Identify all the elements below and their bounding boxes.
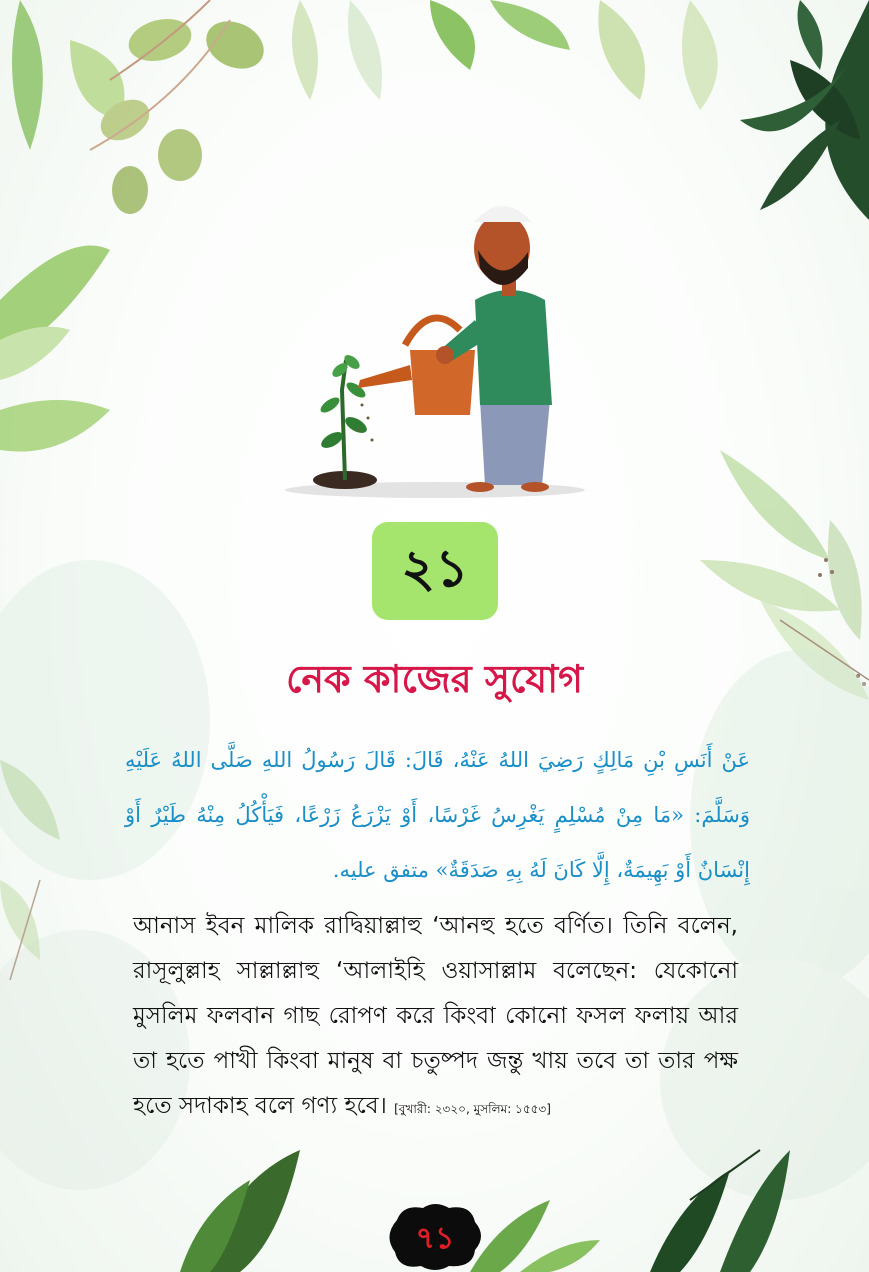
bengali-translation xyxy=(133,904,738,1132)
hadith-number-badge xyxy=(372,522,498,620)
bengali-translation-body: আনাস ইবন মালিক রাদ্বিয়াল্লাহু ‘আনহু হতে বর্ণিত। তিনি বলেন, রাসূলুল্লাহ সাল্লাল্লাহু ‘আলাইহি ওয়াসাল্লাম বলেছেন: যেকোনো মুসলিম ফলবান গাছ রোপণ করে কিংবা কোনো ফসল ফলায় আর তা হতে পাখী কিংবা মানুষ বা চতুষ্পদ জন্তু খায় তবে তা তার পক্ষ হতে সদাকাহ বলে গণ্য হবে। xyxy=(133,913,738,1119)
man-watering-plant-illustration xyxy=(280,190,590,500)
arabic-hadith-text: عَنْ أَنَسِ بْنِ مَالِكٍ رَضِيَ اللهُ عَنْهُ، قَالَ: قَالَ رَسُولُ اللهِ صَلَّى اللهُ عَلَيْهِ وَسَلَّمَ: «مَا مِنْ مُسْلِمٍ يَغْرِسُ غَرْسًا، أَوْ يَزْرَعُ زَرْعًا، فَيَأْكُلُ مِنْهُ طَيْرٌ أَوْ إِنْسَانٌ أَوْ بَهِيمَةٌ، إِلَّا كَانَ لَهُ بِهِ صَدَقَةٌ» متفق عليه. xyxy=(125,748,750,882)
page-number: ৭১ xyxy=(415,1221,455,1256)
hadith-number: ২১ xyxy=(401,538,469,599)
page-number-badge xyxy=(383,1200,487,1272)
hadith-reference: [বুখারী: ২৩২০, মুসলিম: ১৫৫৩] xyxy=(394,1102,551,1116)
chapter-title: নেক কাজের সুযোগ xyxy=(285,657,584,701)
